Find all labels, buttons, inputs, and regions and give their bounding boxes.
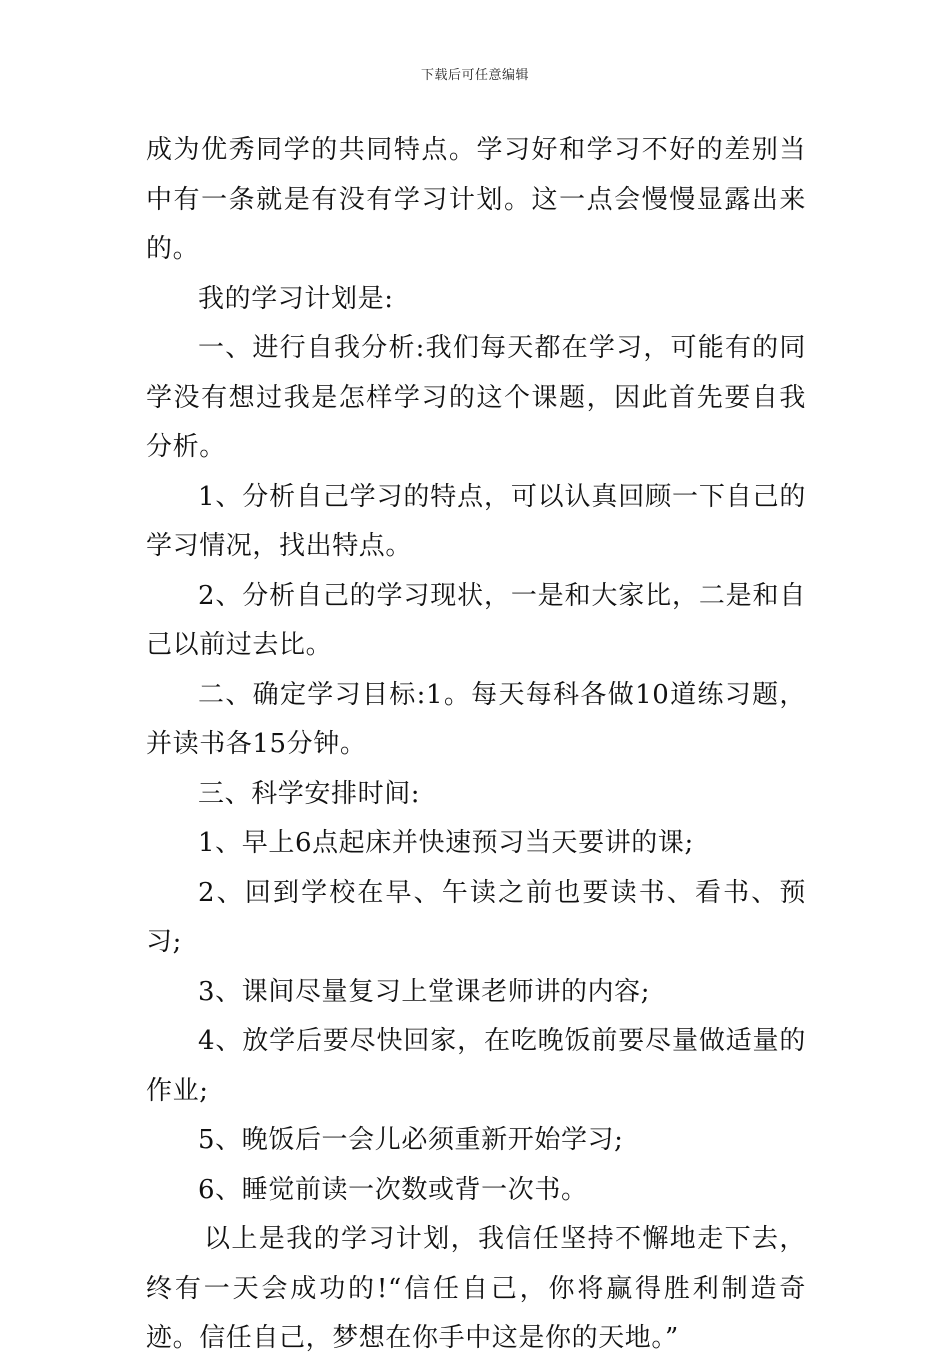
paragraph-schedule-4: 4、放学后要尽快回家，在吃晚饭前要尽量做适量的作业;	[146, 1026, 806, 1106]
page-header: 下载后可任意编辑	[420, 68, 529, 83]
paragraph-conclusion: 以上是我的学习计划，我信任坚持不懈地走下去，终有一天会成功的!“信任自己，你将赢得胜利制造奇迹。信任自己，梦想在你手中这是你的天地。”	[146, 1224, 806, 1353]
paragraph-schedule-2: 2、回到学校在早、午读之前也要读书、看书、预习;	[146, 877, 806, 957]
paragraph-section-two: 二、确定学习目标:1。每天每科各做10道练习题，并读书各15分钟。	[146, 679, 806, 759]
paragraph-schedule-3: 3、课间尽量复习上堂课老师讲的内容;	[198, 976, 651, 1007]
paragraph-schedule-6: 6、睡觉前读一次数或背一次书。	[198, 1174, 588, 1205]
paragraph-item-1: 1、分析自己学习的特点，可以认真回顾一下自己的学习情况，找出特点。	[146, 481, 806, 561]
paragraph-section-one: 一、进行自我分析:我们每天都在学习，可能有的同学没有想过我是怎样学习的这个课题，因此首先要自我分析。	[146, 333, 806, 462]
paragraph-plan-intro: 我的学习计划是:	[198, 283, 394, 314]
paragraph-schedule-1: 1、早上6点起床并快速预习当天要讲的课;	[198, 828, 694, 858]
paragraph-item-2: 2、分析自己的学习现状，一是和大家比，二是和自己以前过去比。	[146, 580, 806, 660]
paragraph-schedule-5: 5、晚饭后一会儿必须重新开始学习;	[198, 1125, 624, 1155]
document-body	[146, 126, 806, 1364]
paragraph-continuation: 成为优秀同学的共同特点。学习好和学习不好的差别当中有一条就是有没有学习计划。这一点会慢慢显露出来的。	[146, 135, 806, 264]
paragraph-section-three: 三、科学安排时间:	[198, 778, 421, 809]
